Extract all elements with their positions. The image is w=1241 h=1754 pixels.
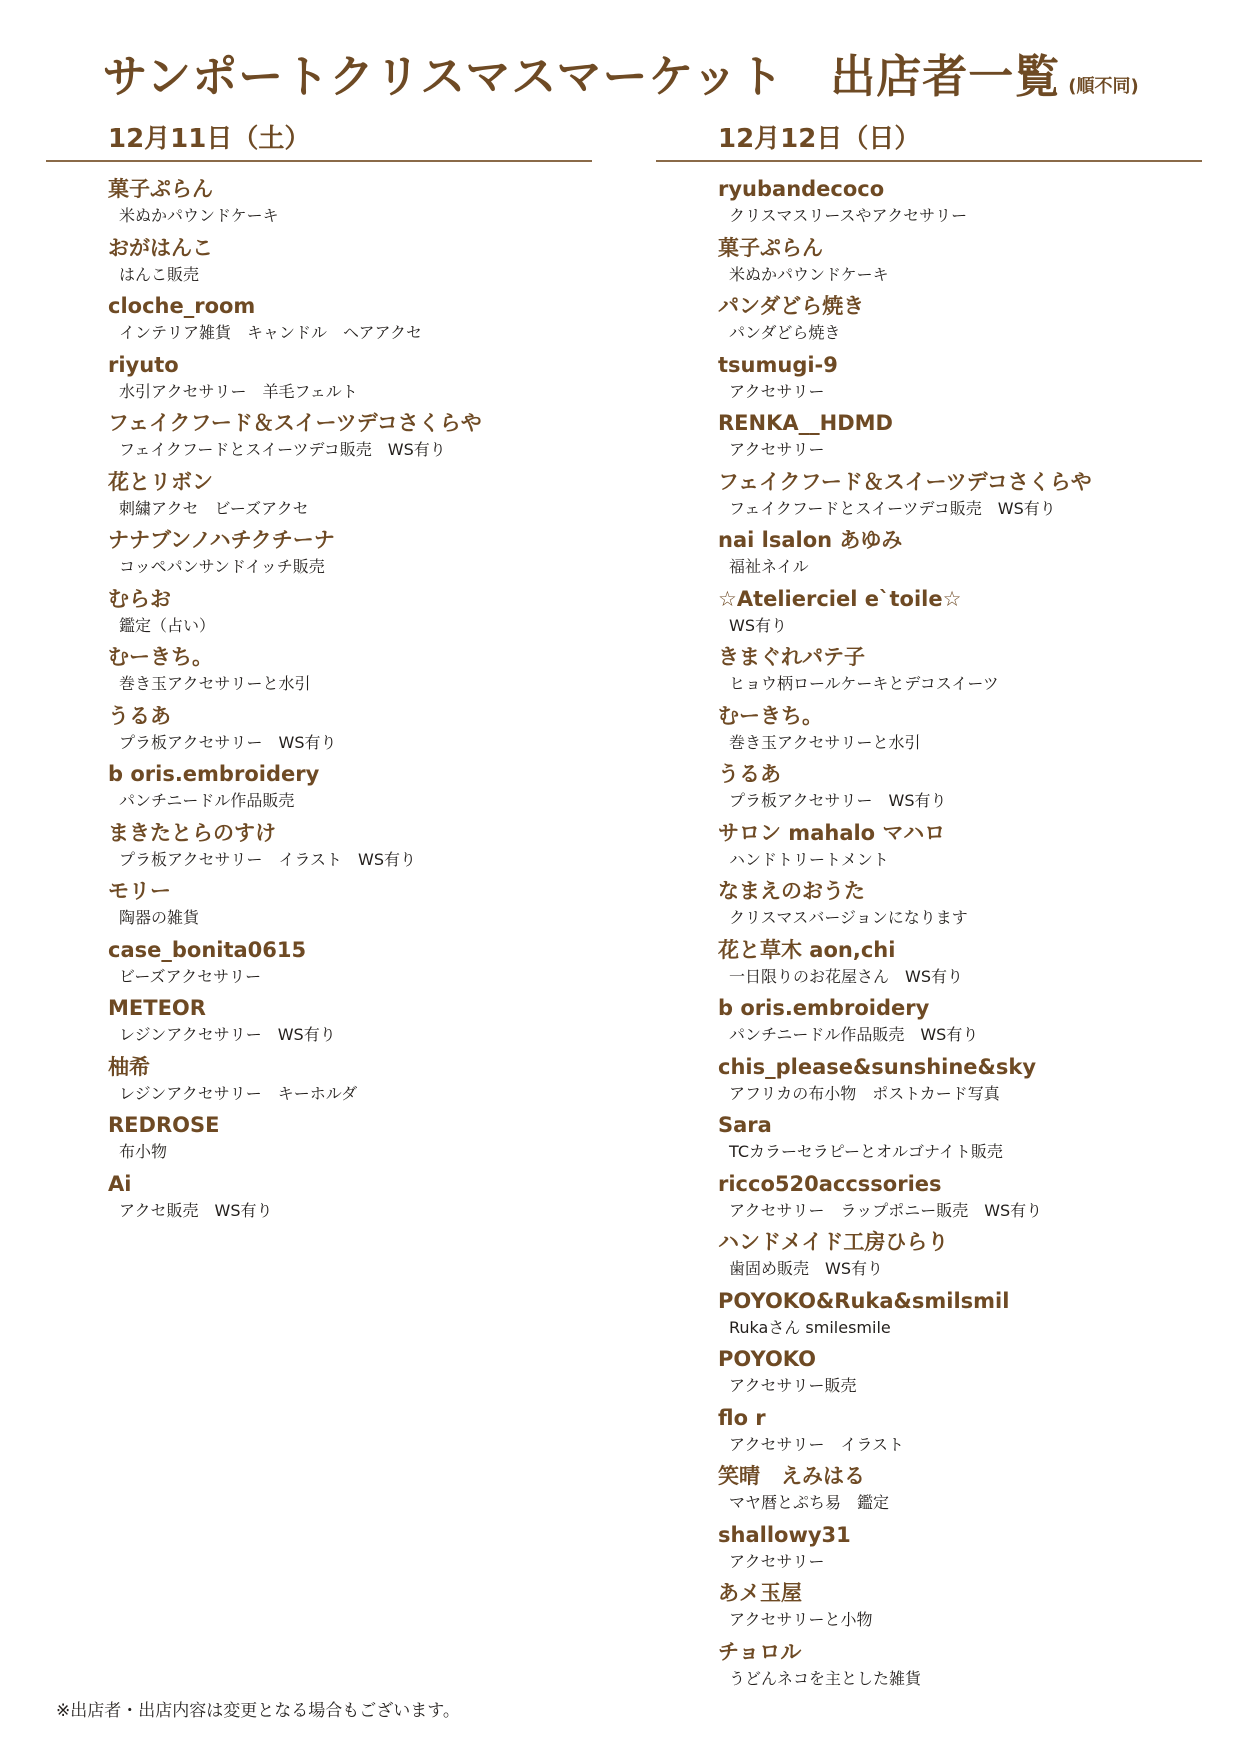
vendor-item [718,818,1202,877]
vendor-item [718,584,1202,643]
vendor-description: 布小物 [119,1142,168,1161]
vendor-description: フェイクフードとスイーツデコ販売 WS有り [729,498,1056,518]
vendor-name: case_bonita0615 [108,937,307,962]
vendor-item [718,467,1202,526]
vendor-item [718,1110,1202,1169]
vendor-item [718,350,1202,409]
vendor-item [718,759,1202,818]
vendor-name: chis_please&sunshine&sky [718,1054,1037,1079]
vendor-name: おがはんこ [108,235,213,260]
vendor-name: METEOR [108,996,206,1020]
vendor-name: なまえのおうた [718,879,865,903]
vendor-item [718,525,1202,584]
vendor-description: アクセサリーと小物 [729,1610,873,1629]
title-note: (順不同) [1068,76,1139,97]
vendor-item [718,174,1202,233]
vendor-description: ヒョウ柄ロールケーキとデコスイーツ [729,674,999,693]
vendor-description: アクセサリー販売 [729,1376,857,1395]
vendor-description: 歯固め販売 WS有り [729,1259,883,1278]
vendor-name: あメ玉屋 [718,1581,802,1605]
vendor-description: パンチニードル作品販売 [119,791,295,810]
vendor-description: クリスマスリースやアクセサリー [729,206,968,225]
vendor-name: cloche_room [108,294,256,318]
vendor-description: アクセサリー ラップポニー販売 WS有り [729,1200,1043,1220]
vendor-name: POYOKO [718,1347,816,1371]
vendor-item [718,1344,1202,1403]
vendor-item [718,1461,1202,1520]
vendor-item [108,876,592,935]
vendor-name: Ai [108,1171,132,1196]
vendor-item [108,350,592,409]
vendor-name: nai lsalon あゆみ [718,528,903,552]
vendor-description: インテリア雑貨 キャンドル ヘアアクセ [119,323,423,342]
vendor-item [718,701,1202,760]
vendor-name: flo r [718,1405,766,1430]
vendor-description: プラ板アクセサリー WS有り [119,732,337,752]
vendor-description: ハンドトリートメント [729,849,889,869]
vendor-description: TCカラーセラピーとオルゴナイト販売 [729,1142,1003,1161]
vendor-item [108,525,592,584]
vendor-item [108,174,592,233]
vendor-name: 菓子ぷらん [108,177,213,201]
vendor-name: Sara [718,1113,772,1137]
vendor-description: パンダどら焼き [729,323,841,342]
vendor-item [108,467,592,526]
day1-vendor-list [46,162,592,1227]
vendor-item [718,1227,1202,1286]
vendor-description: アフリカの布小物 ポストカード写真 [729,1083,1000,1103]
vendor-item [108,233,592,292]
vendor-description: 一日限りのお花屋さん WS有り [729,966,963,986]
vendor-name: チョロル [718,1639,802,1664]
vendor-description: 巻き玉アクセサリーと水引 [119,674,311,693]
vendor-description: レジンアクセサリー キーホルダ [119,1083,358,1103]
day2-vendor-list [656,162,1202,1695]
vendor-item [718,1403,1202,1462]
vendor-item [108,1110,592,1169]
vendor-item [108,1052,592,1111]
vendor-name: モリー [108,879,171,903]
vendor-description: アクセサリー [729,381,825,401]
vendor-item [718,1052,1202,1111]
vendor-name: むーきち。 [108,645,213,669]
vendor-description: うどんネコを主とした雑貨 [729,1668,922,1688]
vendor-name: うるあ [108,703,171,728]
vendor-item [108,291,592,350]
vendor-name: フェイクフード＆スイーツデコさくらや [718,469,1092,494]
vendor-item [108,818,592,877]
vendor-item [718,233,1202,292]
vendor-item [108,408,592,467]
vendor-description: 巻き玉アクセサリーと水引 [729,732,921,752]
vendor-description: 米ぬかパウンドケーキ [729,264,889,284]
vendor-name: むーきち。 [718,703,823,728]
vendor-name: riyuto [108,352,179,377]
vendor-name: 花と草木 aon,chi [718,937,896,962]
vendor-description: はんこ販売 [119,264,200,284]
vendor-description: WS有り [729,615,787,635]
vendor-item [718,876,1202,935]
vendor-item [108,584,592,643]
vendor-name: tsumugi-9 [718,352,838,377]
vendor-item [718,1286,1202,1345]
vendor-name: うるあ [718,762,781,786]
vendor-description: 陶器の雑貨 [119,908,200,927]
page-title-row [0,40,1241,105]
vendor-name: 笑晴 えみはる [718,1464,865,1488]
vendor-name: サロン mahalo マハロ [718,820,946,845]
vendor-description: 福祉ネイル [729,557,809,576]
vendor-name: ryubandecoco [718,177,885,201]
vendor-name: ricco520accssories [718,1171,942,1196]
vendor-item [108,642,592,701]
vendor-name: フェイクフード＆スイーツデコさくらや [108,411,482,435]
vendor-description: プラ板アクセサリー WS有り [729,791,947,810]
vendor-description: コッペパンサンドイッチ販売 [119,557,325,576]
vendor-item [718,642,1202,701]
vendor-description: アクセサリー [729,1551,825,1571]
vendor-name: b oris.embroidery [108,762,320,786]
vendor-item [718,1169,1202,1228]
page-title: サンポートクリスマスマーケット 出店者一覧 [102,50,1061,103]
vendor-description: マヤ暦とぷち易 鑑定 [729,1493,890,1512]
vendor-name: POYOKO&Ruka&smilsmil [718,1288,1010,1313]
vendor-item [718,408,1202,467]
footnote: ※出店者・出店内容は変更となる場合もございます。 [56,1701,460,1721]
vendor-item [718,1637,1202,1696]
day2-header: 12月12日（日） [656,118,1202,162]
vendor-item [718,291,1202,350]
day1-column [46,118,592,1227]
vendor-description: パンチニードル作品販売 WS有り [729,1025,979,1044]
vendor-item [718,993,1202,1052]
vendor-name: 柚希 [108,1054,150,1079]
vendor-description: プラ板アクセサリー イラスト WS有り [119,849,417,869]
vendor-name: きまぐれパテ子 [718,645,865,669]
vendor-description: 米ぬかパウンドケーキ [119,206,279,225]
vendor-name: まきたとらのすけ [108,820,276,845]
vendor-name: ナナブンノハチクチーナ [108,528,335,552]
vendor-name: shallowy31 [718,1522,851,1547]
vendor-name: むらお [108,586,171,611]
vendor-item [108,993,592,1052]
vendor-item [718,1578,1202,1637]
vendor-description: クリスマスバージョンになります [729,908,968,927]
vendor-description: ビーズアクセサリー [119,966,262,986]
vendor-description: アクセサリー [729,440,825,459]
vendor-description: Rukaさん smilesmile [729,1317,891,1337]
vendor-description: アクセサリー イラスト [729,1434,905,1454]
vendor-name: RENKA__HDMD [718,411,893,435]
vendor-name: ☆Atelierciel e`toile☆ [718,586,962,611]
vendor-name: ハンドメイド工房ひらり [718,1230,949,1254]
vendor-description: フェイクフードとスイーツデコ販売 WS有り [119,440,446,459]
vendor-name: b oris.embroidery [718,996,930,1020]
vendor-item [108,935,592,994]
vendor-item [718,935,1202,994]
day2-column [656,118,1202,1695]
vendor-name: 花とリボン [108,469,213,494]
vendor-description: アクセ販売 WS有り [119,1200,273,1220]
vendor-item [108,701,592,760]
vendor-item [718,1520,1202,1579]
vendor-name: 菓子ぷらん [718,235,823,260]
vendor-item [108,759,592,818]
vendor-description: 鑑定（占い） [119,615,216,635]
vendor-description: 刺繍アクセ ビーズアクセ [119,498,309,518]
vendor-description: 水引アクセサリー 羊毛フェルト [119,381,358,401]
vendor-item [108,1169,592,1228]
vendor-description: レジンアクセサリー WS有り [119,1025,336,1044]
vendor-name: パンダどら焼き [718,294,865,318]
vendor-name: REDROSE [108,1113,220,1137]
day1-header: 12月11日（土） [46,118,592,162]
